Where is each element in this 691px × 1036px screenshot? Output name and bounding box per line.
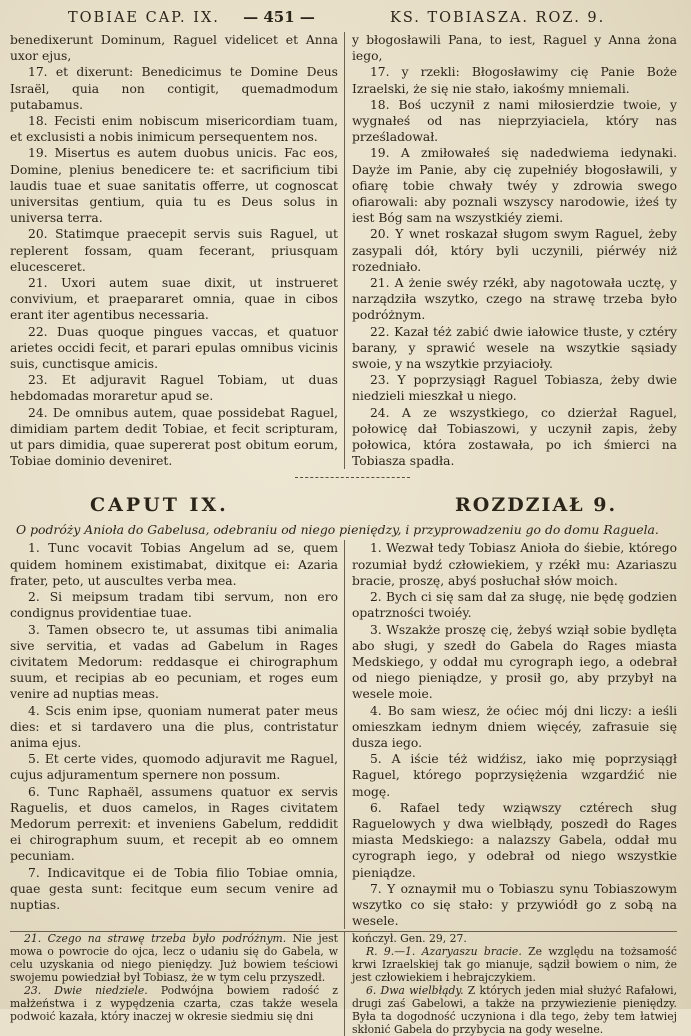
footnote: [352, 984, 677, 1036]
footnote-text: Nie jest mowa o powrocie do ojca, lecz o udaniu się do Gabela, w celu uzyskania od niego pieniędzy. Już bowiem teściowi swojemu powiedział był Tobiasz, że w tym celu przyszedł.: [10, 932, 338, 985]
footnote-text: Podwójna bowiem radość z małżeństwa i z wypędzenia czarta, czas także wesela podwoić kazała, który inaczej w okresie siedmiu się dni: [10, 984, 338, 1024]
footnote-head: 21. Czego na strawę trzeba było podróżnym.: [24, 932, 287, 946]
verse: 6. Rafael tedy wziąwszy cztérech sług Raguelowych y dwa wielbłądy, poszedł do Rages miasta Medskiego: a nalazszy Gabela, oddał mu cyrograph iego, y odebrał od niego wszystkie pieniądze.: [351, 800, 677, 880]
verse: y błogosławili Pana, to iest, Raguel y Anna żona iego,: [351, 33, 677, 64]
footnote: [10, 984, 338, 1023]
verse: 24. De omnibus autem, quae possidebat Raguel, dimidiam partem dedit Tobiae, et fecit scripturam, ut pars dimidia, quae supererat post obitum eorum, Tobiae dominio deveniret.: [10, 405, 338, 469]
footnote-text: Z których jeden miał służyć Rafałowi, drugi zaś Gabelowi, a także na przywiezienie pieniędzy. Była ta dogodność uczyniona i dla tego, żeby tem łatwiej skłonić Gabela do przybycia na gody weselne.: [351, 984, 678, 1036]
section-divider: [10, 474, 677, 484]
footnote-text: kończył. Gen. 29, 27.: [351, 932, 467, 946]
verse: 20. Statimque praecepit servis suis Raguel, ut replerent fossam, quam fecerant, priusquam elucesceret.: [10, 227, 338, 274]
verse: 6. Tunc Raphaël, assumens quatuor ex servis Raguelis, et duos camelos, in Rages civitatem Medorum perrexit: et inveniens Gabelum, reddidit ei chirographum suum, et recepit ab eo omnem pecuniam.: [10, 784, 338, 864]
verse: 23. Y poprzysiągł Raguel Tobiasza, żeby dwie niedzieli mieszkał u niego.: [351, 373, 677, 404]
verse: 5. Et certe vides, quomodo adjuravit me Raguel, cujus adjuramentum spernere non possum.: [10, 752, 338, 783]
verse: 7. Y oznaymił mu o Tobiaszu synu Tobiaszowym wszytko co się stało: y przywiódł go z sobą na wesele.: [351, 881, 677, 929]
footnotes-right: [345, 932, 677, 1036]
upper-columns: [10, 32, 677, 469]
lower-columns: [10, 540, 677, 929]
verse: 4. Bo sam wiesz, że oćiec mój dni liczy: a ieśli omieszkam iednym dniem więcéy, zafrasuie się dusza iego.: [351, 703, 677, 750]
verse: 22. Kazał téż zabić dwie iałowice tłuste, y cztéry barany, y sprawić wesele na wszytkie sąsiady swoie, y na wszytkie przyiacioły.: [351, 324, 677, 372]
verse: 18. Boś uczynił z nami miłosierdzie twoie, y wygnałeś od nas nieprzyiaciela, który nas prześladował.: [351, 97, 677, 145]
verse: 3. Wszakże proszę cię, żebyś wziął sobie bydlęta abo sługi, y szedł do Gabela do Rages miasta Medskiego, y oddał mu cyrograph iego, a odebrał od niego pieniądze, y prosił go, aby przybył na wesele moie.: [351, 622, 677, 702]
verse: 19. A zmiłowałeś się nadedwiema iedynaki. Dayże im Panie, aby cię zupełniéy błogosławili, y ofiarę tobie chwały twéy y zdrowia swego ofiarowali: aby poznali wszyscy narodowie, iżeś ty iest Bóg sam na wszystkiéy ziemi.: [351, 146, 677, 226]
verse: 18. Fecisti enim nobiscum misericordiam tuam, et exclusisti a nobis inimicum persequentem nos.: [10, 114, 338, 145]
chapter-heading-latin: CAPUT IX.: [90, 494, 229, 517]
chapter-heading-polish: ROZDZIAŁ 9.: [455, 494, 618, 517]
footnote: [352, 932, 677, 945]
footnotes: [10, 931, 677, 1036]
verse: 21. Uxori autem suae dixit, ut instrueret convivium, et praepararet omnia, quae in cibos erant iter agentibus necessaria.: [10, 276, 338, 323]
verse: 4. Scis enim ipse, quoniam numerat pater meus dies: et si tardavero una die plus, contristatur anima ejus.: [10, 703, 338, 750]
chapter-summary: O podróży Anioła do Gabelusa, odebraniu od niego pieniędzy, i przyprowadzeniu go do domu Raguela.: [16, 522, 659, 538]
verse: 3. Tamen obsecro te, ut assumas tibi animalia sive servitia, et vadas ad Gabelum in Rages civitatem Medorum: reddasque ei chirographum suum, et recipias ab eo pecuniam, et roges eum venire ad nuptias meas.: [10, 622, 338, 702]
verse: 19. Misertus es autem duobus unicis. Fac eos, Domine, plenius benedicere te: et sacrificium tibi laudis tuae et suae sanitatis offerre, ut cognoscat universitas gentium, quia tu es Deus solus in universa terra.: [10, 146, 338, 226]
polish-column-lower: [345, 540, 677, 929]
footnote-head: 6. Dwa wielbłądy.: [365, 984, 464, 998]
footnote-head: R. 9.—1. Azaryaszu bracie.: [365, 945, 522, 959]
verse: 17. y rzekli: Błogosławimy cię Panie Boże Izraelski, że się nie stało, iakośmy mniemali.: [351, 65, 677, 96]
footnote: [10, 932, 338, 984]
footnotes-left: [10, 932, 345, 1036]
latin-column-lower: [10, 540, 345, 929]
chapter-headings: [10, 484, 677, 516]
verse: 17. et dixerunt: Benedicimus te Domine Deus Israël, quia non contigit, quemadmodum putabamus.: [10, 65, 338, 112]
verse: 2. Bych ci się sam dał za sługę, nie będę godzien opatrzności twoiéy.: [351, 590, 677, 621]
verse: 2. Si meipsum tradam tibi servum, non ero condignus providentiae tuae.: [10, 590, 338, 621]
header-right: KS. TOBIASZA. ROZ. 9.: [390, 10, 606, 26]
header-left: TOBIAE CAP. IX.: [68, 10, 220, 26]
verse: 5. A iście téż widźisz, iako mię poprzysiągł Raguel, którego poprzysiężenia wzgardźić nie mogę.: [351, 752, 677, 799]
verse: 24. A ze wszystkiego, co dzierżał Raguel, połowicę dał Tobiaszowi, y uczynił zapis, żeby połowica, która zostawała, po ich śmierci na Tobiasza spadła.: [351, 405, 677, 469]
verse: 23. Et adjuravit Raguel Tobiam, ut duas hebdomadas moraretur apud se.: [10, 373, 338, 404]
footnote: [352, 945, 677, 984]
page-number: — 451 —: [243, 8, 315, 26]
footnote-text: Ze względu na tożsamość krwi Izraelskiej tak go mianuje, sądził bowiem o nim, że jest człowiekiem i hebrajczykiem.: [351, 945, 677, 985]
footnote-head: 23. Dwie niedziele.: [24, 984, 148, 998]
verse: benedixerunt Dominum, Raguel videlicet et Anna uxor ejus,: [10, 33, 338, 64]
verse: 1. Wezwał tedy Tobiasz Anioła do śiebie, którego rozumiał bydź człowiekiem, y rzékł mu: Azariaszu bracie, proszę, abyś posłuchał słów moich.: [351, 541, 677, 588]
verse: 1. Tunc vocavit Tobias Angelum ad se, quem quidem hominem existimabat, dixitque ei: Azaria frater, peto, ut auscultes verba mea.: [10, 541, 338, 588]
verse: 20. Y wnet roskazał sługom swym Raguel, żeby zasypali dół, który byli uczynili, piérwéy niż rozedniało.: [351, 227, 677, 274]
running-header: [10, 8, 677, 32]
verse: 7. Indicavitque ei de Tobia filio Tobiae omnia, quae gesta sunt: fecitque eum secum venire ad nuptias.: [10, 865, 338, 912]
verse: 22. Duas quoque pingues vaccas, et quatuor arietes occidi fecit, et parari epulas omnibus vicinis suis, cunctisque amicis.: [10, 324, 338, 372]
latin-column-upper: [10, 32, 345, 469]
verse: 21. A żenie swéy rzékł, aby nagotowała ucztę, y narządziła wszytko, czego na strawę trzeba było podróżnym.: [351, 276, 677, 323]
polish-column-upper: [345, 32, 677, 469]
